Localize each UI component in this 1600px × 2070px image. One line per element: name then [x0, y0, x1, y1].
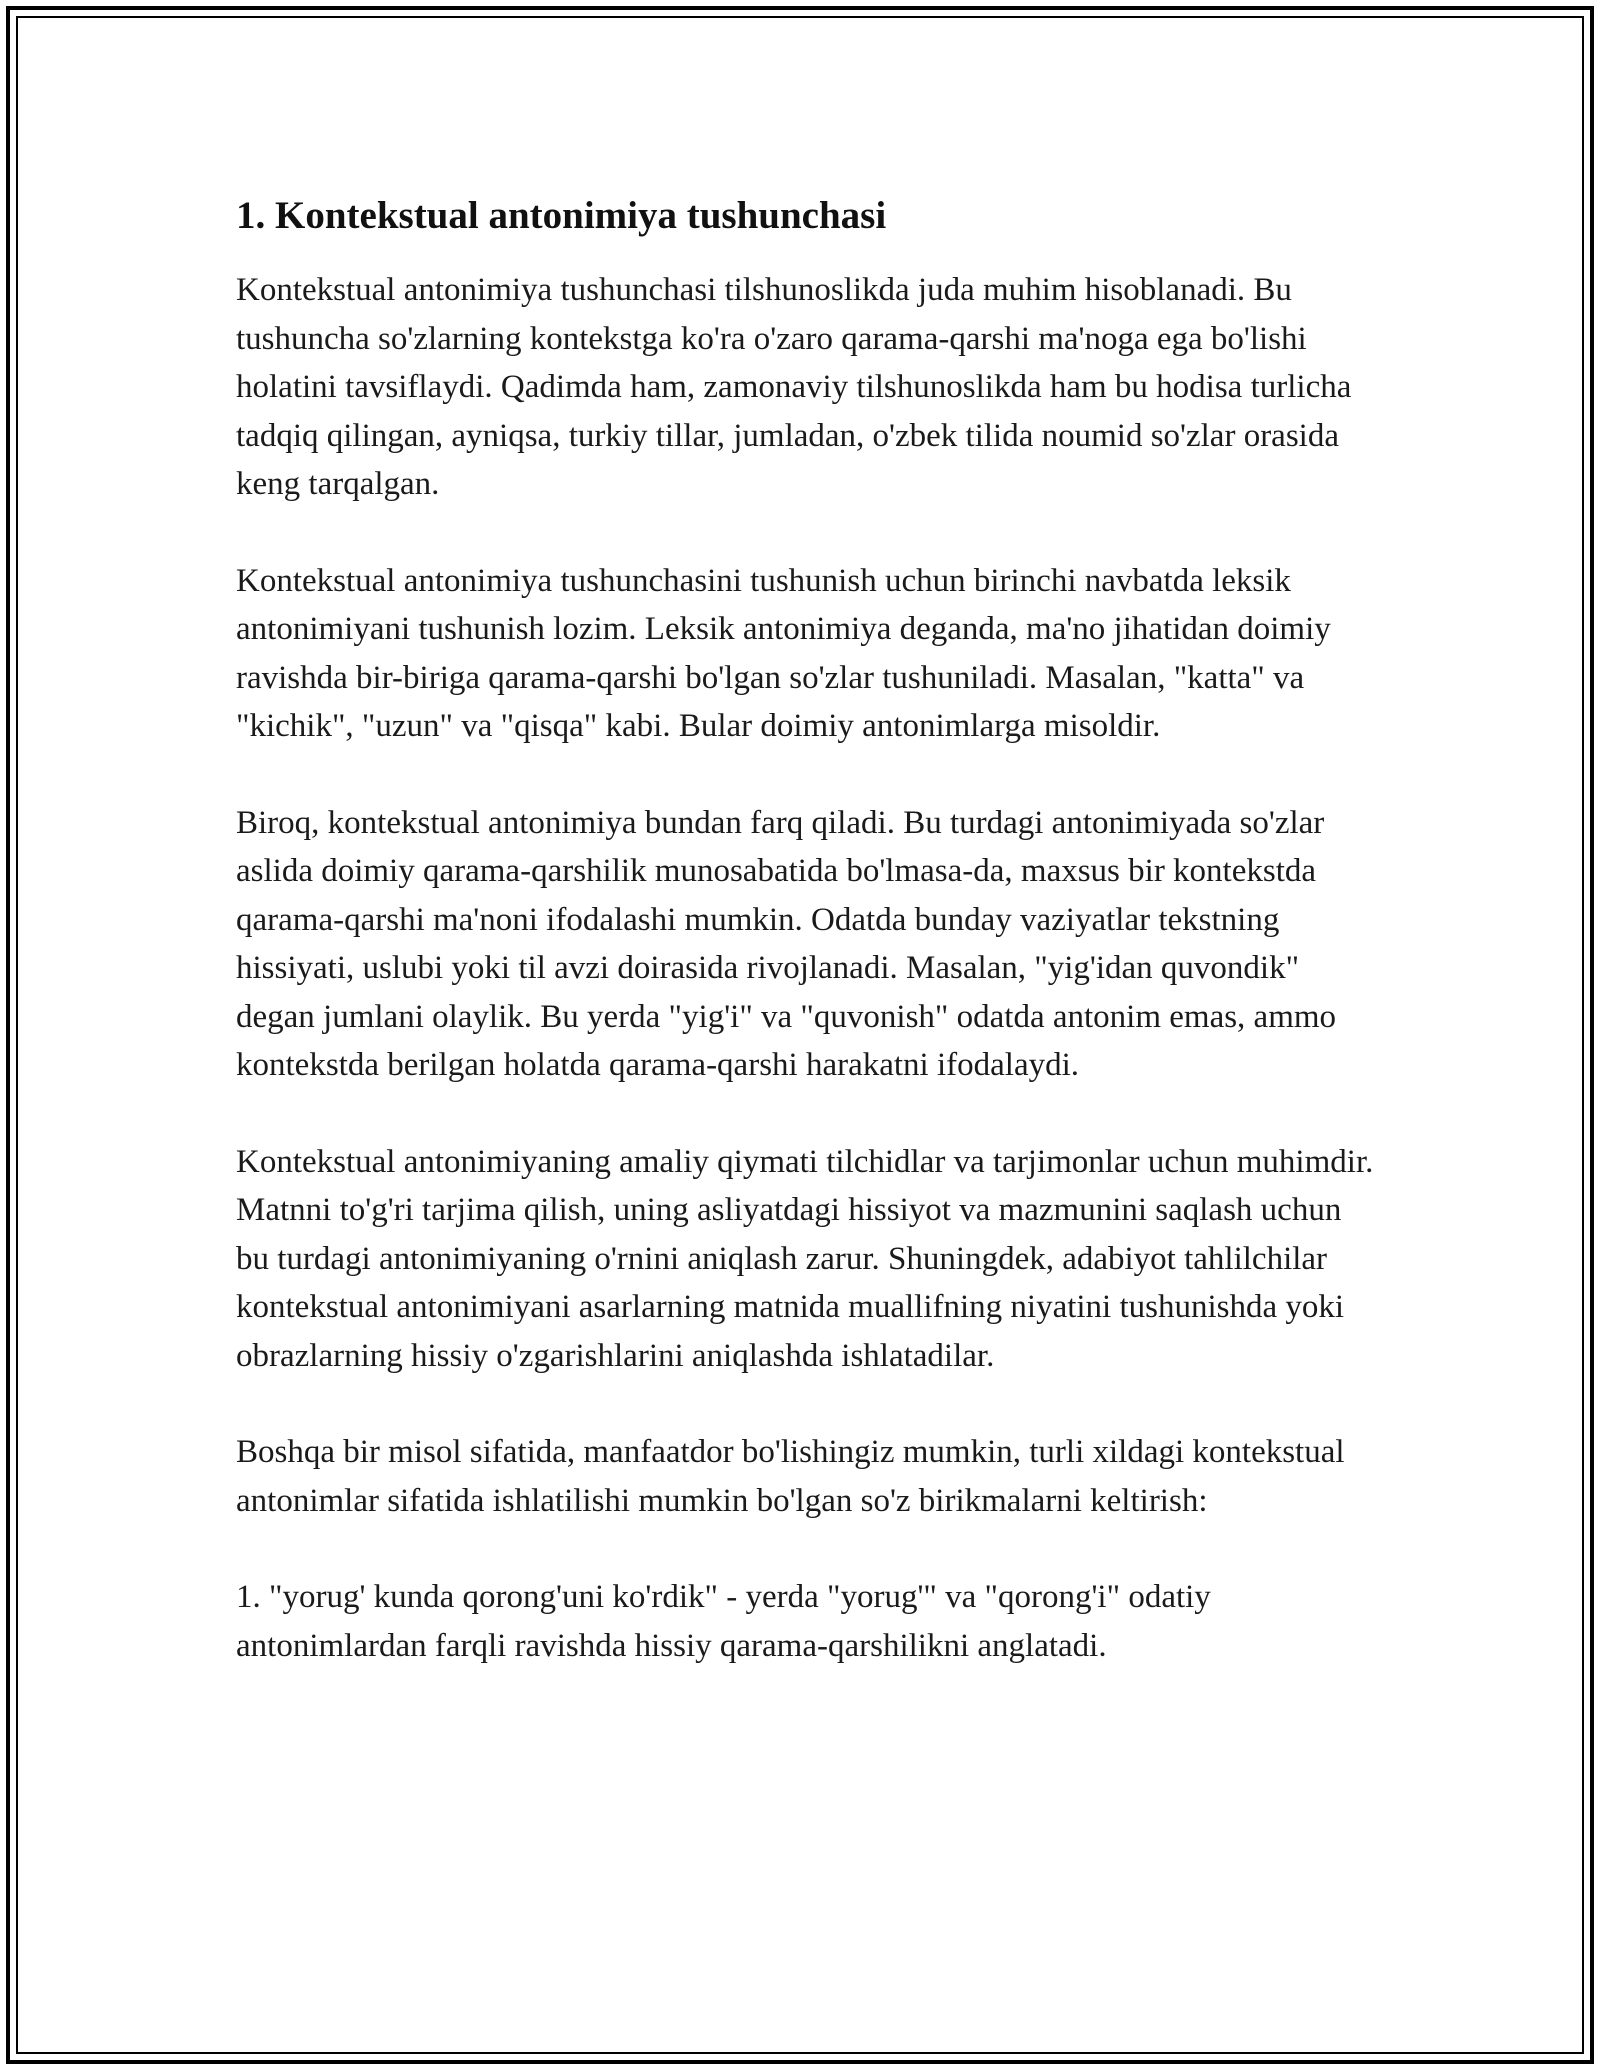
paragraph-1: Kontekstual antonimiya tushunchasi tilshunoslikda juda muhim hisoblanadi. Bu tushuncha so'zlarning kontekstga ko'ra o'zaro qarama-qarshi ma'noga ega bo'lishi holatini tavsiflaydi. Qadimda ham, zamonaviy tilshunoslikda ham bu hodisa turlicha tadqiq qilingan, ayniqsa, turkiy tillar, jumladan, o'zbek tilida noumid so'zlar orasida keng tarqalgan. — [236, 272, 1352, 502]
section-heading: 1. Kontekstual antonimiya tushunchasi — [236, 194, 887, 237]
paragraph-4: Kontekstual antonimiyaning amaliy qiymati tilchidlar va tarjimonlar uchun muhimdir. Matnni to'g'ri tarjima qilish, uning asliyatdagi hissiyot va mazmunini saqlash uchun bu turdagi antonimiyaning o'rnini aniqlash zarur. Shuningdek, adabiyot tahlilchilar kontekstual antonimiyani asarlarning matnida muallifning niyatini tushunishda yoki obrazlarning hissiy o'zgarishlarini aniqlashda ishlatadilar. — [236, 1143, 1374, 1374]
document-body — [236, 188, 1376, 1670]
paragraph-2: Kontekstual antonimiya tushunchasini tushunish uchun birinchi navbatda leksik antonimiyani tushunish lozim. Leksik antonimiya deganda, ma'no jihatidan doimiy ravishda bir-biriga qarama-qarshi bo'lgan so'zlar tushuniladi. Masalan, "katta" va "kichik", "uzun" va "qisqa" kabi. Bular doimiy antonimlarga misoldir. — [236, 562, 1331, 744]
paragraph-5: Boshqa bir misol sifatida, manfaatdor bo'lishingiz mumkin, turli xildagi kontekstual antonimlar sifatida ishlatilishi mumkin bo'lgan so'z birikmalarni keltirish: — [236, 1434, 1345, 1519]
paragraph-3: Biroq, kontekstual antonimiya bundan farq qiladi. Bu turdagi antonimiyada so'zlar aslida doimiy qarama-qarshilik munosabatida bo'lmasa-da, maxsus bir kontekstda qarama-qarshi ma'noni ifodalashi mumkin. Odatda bunday vaziyatlar tekstning hissiyati, uslubi yoki til avzi doirasida rivojlanadi. Masalan, "yig'idan quvondik" degan jumlani olaylik. Bu yerda "yig'i" va "quvonish" odatda antonim emas, ammo kontekstda berilgan holatda qarama-qarshi harakatni ifodalaydi. — [236, 804, 1337, 1083]
example-item-1: 1. "yorug' kunda qorong'uni ko'rdik" - yerda "yorug'" va "qorong'i" odatiy antonimlardan farqli ravishda hissiy qarama-qarshilikni anglatadi. — [236, 1579, 1211, 1664]
